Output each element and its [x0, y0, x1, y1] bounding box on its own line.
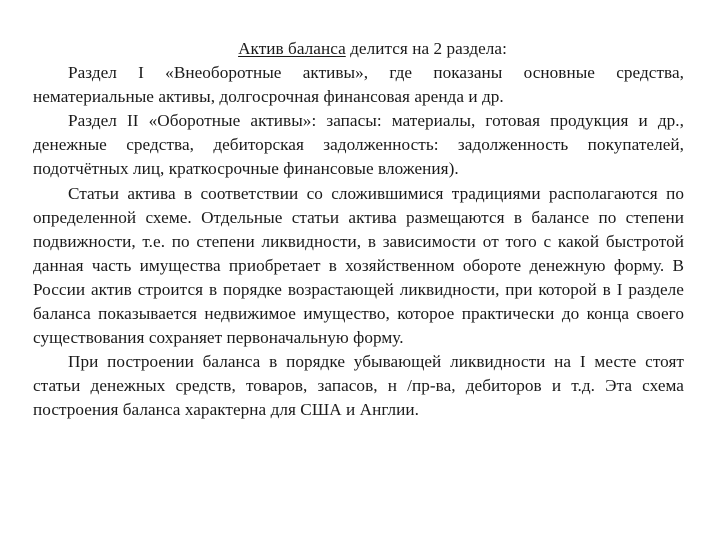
document-body [33, 37, 684, 423]
paragraph-descending-liquidity: При построении баланса в порядке убывающей ликвидности на I месте стоят статьи денежных средств, товаров, запасов, н /пр-ва, дебиторов и т.д. Эта схема построения баланса характерна для США и Англии. [33, 352, 684, 420]
paragraph-asset-order: Статьи актива в соответствии со сложившимися традициями располагаются по определенной схеме. Отдельные статьи актива размещаются в балансе по степени подвижности, т.е. по степени ликвидности, в зависимости от того с какой быстротой данная часть имущества приобретает в хозяйственном обороте денежную форму. В России актив строится в порядке возрастающей ликвидности, при которой в I разделе баланса показывается недвижимое имущество, которое практически до конца своего существования сохраняет первоначальную форму. [33, 183, 684, 348]
section-heading [33, 37, 684, 61]
heading-rest: делится на 2 раздела: [345, 39, 507, 58]
paragraph-section-2: Раздел II «Оборотные активы»: запасы: материалы, готовая продукция и др., денежные средства, дебиторская задолженность: задолженность покупателей, подотчётных лиц, краткосрочные финансовые вложения). [33, 111, 684, 179]
paragraph-section-1: Раздел I «Внеоборотные активы», где показаны основные средства, нематериальные активы, долгосрочная финансовая аренда и др. [33, 63, 684, 107]
heading-underlined-term: Актив баланса [238, 39, 346, 58]
